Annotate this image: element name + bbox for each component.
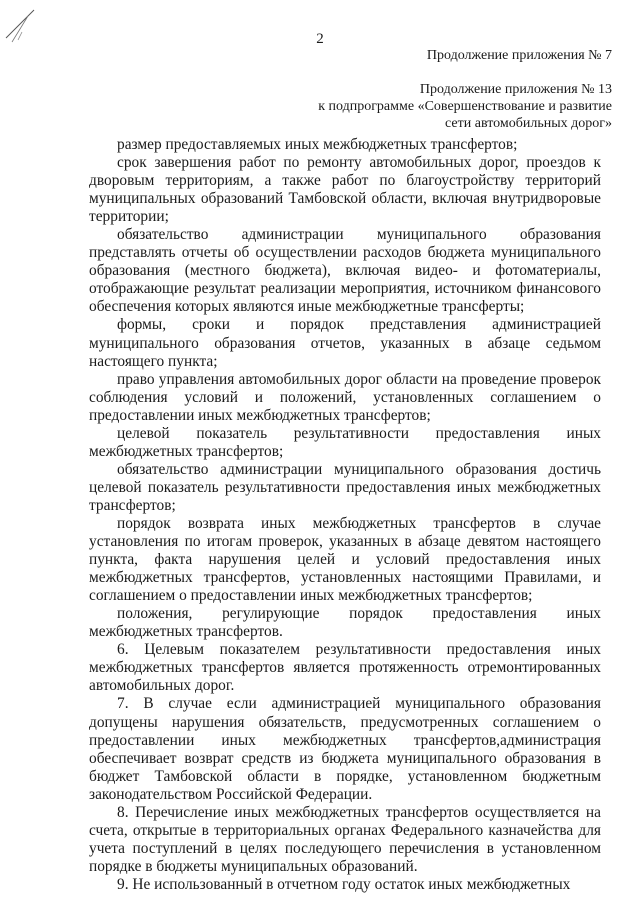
paragraph: положения, регулирующие порядок предоставления иных межбюджетных трансфертов. bbox=[89, 605, 601, 641]
paragraph: 6. Целевым показателем результативности предоставления иных межбюджетных трансфертов является протяженность отремонтированных автомобильных дорог. bbox=[89, 641, 601, 695]
paragraph: срок завершения работ по ремонту автомобильных дорог, проездов к дворовым территориям, а также работ по благоустройству территорий муниципальных образований Тамбовской области, включая внутридворовые территории; bbox=[89, 154, 601, 226]
paragraph: 8. Перечисление иных межбюджетных трансфертов осуществляется на счета, открытые в территориальных органах Федерального казначейства для учета поступлений в целях последующего перечисления в установленном порядке в бюджеты муниципальных образований. bbox=[89, 803, 601, 875]
paragraph: целевой показатель результативности предоставления иных межбюджетных трансфертов; bbox=[89, 424, 601, 460]
paragraph: порядок возврата иных межбюджетных трансфертов в случае установления по итогам проверок, указанных в абзаце девятом настоящего пункта, факта нарушения целей и условий предоставления иных межбюджетных трансфертов, установленных настоящими Правилами, и соглашением о предоставлении иных межбюджетных трансфертов; bbox=[89, 514, 601, 605]
appendix-continuation-header bbox=[427, 47, 612, 64]
paragraph: обязательство администрации муниципального образования представлять отчеты об осуществлении расходов бюджета муниципального образования (местного бюджета), включая видео- и фотоматериалы, отображающие результат реализации мероприятия, источником финансового обеспечения которых являются иные межбюджетные трансферты; bbox=[89, 226, 601, 316]
paragraph: 9. Не использованный в отчетном году остаток иных межбюджетных bbox=[117, 875, 571, 893]
subprogram-appendix-header bbox=[318, 81, 612, 132]
document-body bbox=[89, 136, 601, 894]
paragraph: 7. В случае если администрацией муниципального образования допущены нарушения обязательств, предусмотренных соглашением о предоставлении иных межбюджетных трансфертов,администрация обеспечивает возврат средств из бюджета муниципального образования в бюджет Тамбовской области в порядке, установленном бюджетным законодательством Российской Федерации. bbox=[89, 695, 601, 803]
header-line: Продолжение приложения № 13 bbox=[419, 82, 612, 97]
paragraph: обязательство администрации муниципального образования достичь целевой показатель результативности предоставления иных межбюджетных трансфертов; bbox=[89, 460, 601, 514]
header-line: к подпрограмме «Совершенствование и развитие bbox=[318, 99, 612, 114]
header-line: сети автомобильных дорог» bbox=[445, 116, 612, 131]
header-line: Продолжение приложения № 7 bbox=[426, 48, 612, 63]
page-number: 2 bbox=[316, 31, 324, 47]
paragraph: право управления автомобильных дорог области на проведение проверок соблюдения условий и положений, установленных соглашением о предоставлении иных межбюджетных трансфертов; bbox=[89, 370, 601, 424]
paragraph: размер предоставляемых иных межбюджетных трансфертов; bbox=[117, 136, 518, 153]
paragraph: формы, сроки и порядок представления администрацией муниципального образования отчетов, указанных в абзаце седьмом настоящего пункта; bbox=[89, 316, 601, 370]
